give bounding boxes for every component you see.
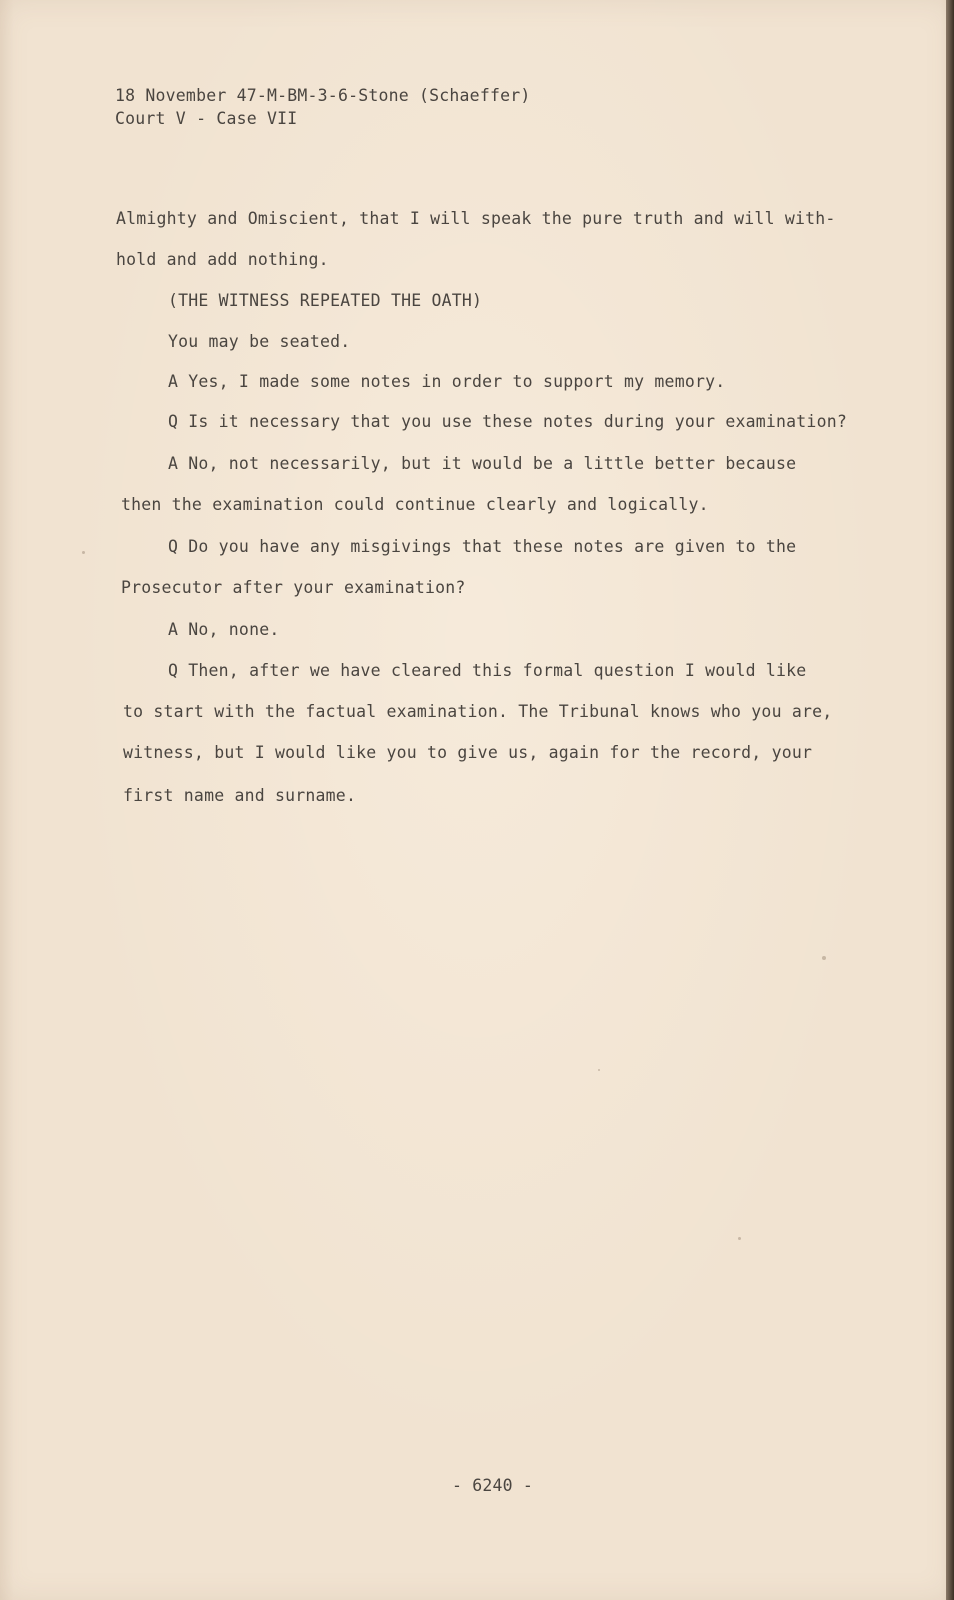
transcript-line: A No, not necessarily, but it would be a little better because — [168, 454, 797, 473]
transcript-line: witness, but I would like you to give us, again for the record, your — [123, 743, 813, 762]
transcript-line: Prosecutor after your examination? — [121, 578, 466, 597]
paper-blemish — [598, 1069, 600, 1071]
paper-blemish — [822, 956, 826, 960]
transcript-line: (THE WITNESS REPEATED THE OATH) — [168, 291, 483, 310]
transcript-line: A Yes, I made some notes in order to support my memory. — [168, 372, 726, 391]
page-edge — [946, 0, 954, 1600]
transcript-line: Almighty and Omiscient, that I will speak the pure truth and will with- — [116, 209, 836, 228]
transcript-line: Q Do you have any misgivings that these notes are given to the — [168, 537, 797, 556]
paper-blemish — [738, 1237, 741, 1240]
transcript-line: Q Then, after we have cleared this formal question I would like — [168, 661, 807, 680]
transcript-line: then the examination could continue clearly and logically. — [121, 495, 709, 514]
page-number: - 6240 - — [452, 1476, 534, 1495]
paper-blemish — [82, 551, 85, 554]
transcript-line: You may be seated. — [168, 332, 351, 351]
transcript-line: Q Is it necessary that you use these notes during your examination? — [168, 412, 847, 431]
transcript-line: hold and add nothing. — [116, 250, 329, 269]
transcript-line: first name and surname. — [123, 786, 357, 805]
header-court-line: Court V - Case VII — [115, 109, 298, 128]
transcript-line: A No, none. — [168, 620, 280, 639]
header-docket-line: 18 November 47-M-BM-3-6-Stone (Schaeffer) — [115, 86, 531, 105]
transcript-line: to start with the factual examination. The Tribunal knows who you are, — [123, 702, 833, 721]
